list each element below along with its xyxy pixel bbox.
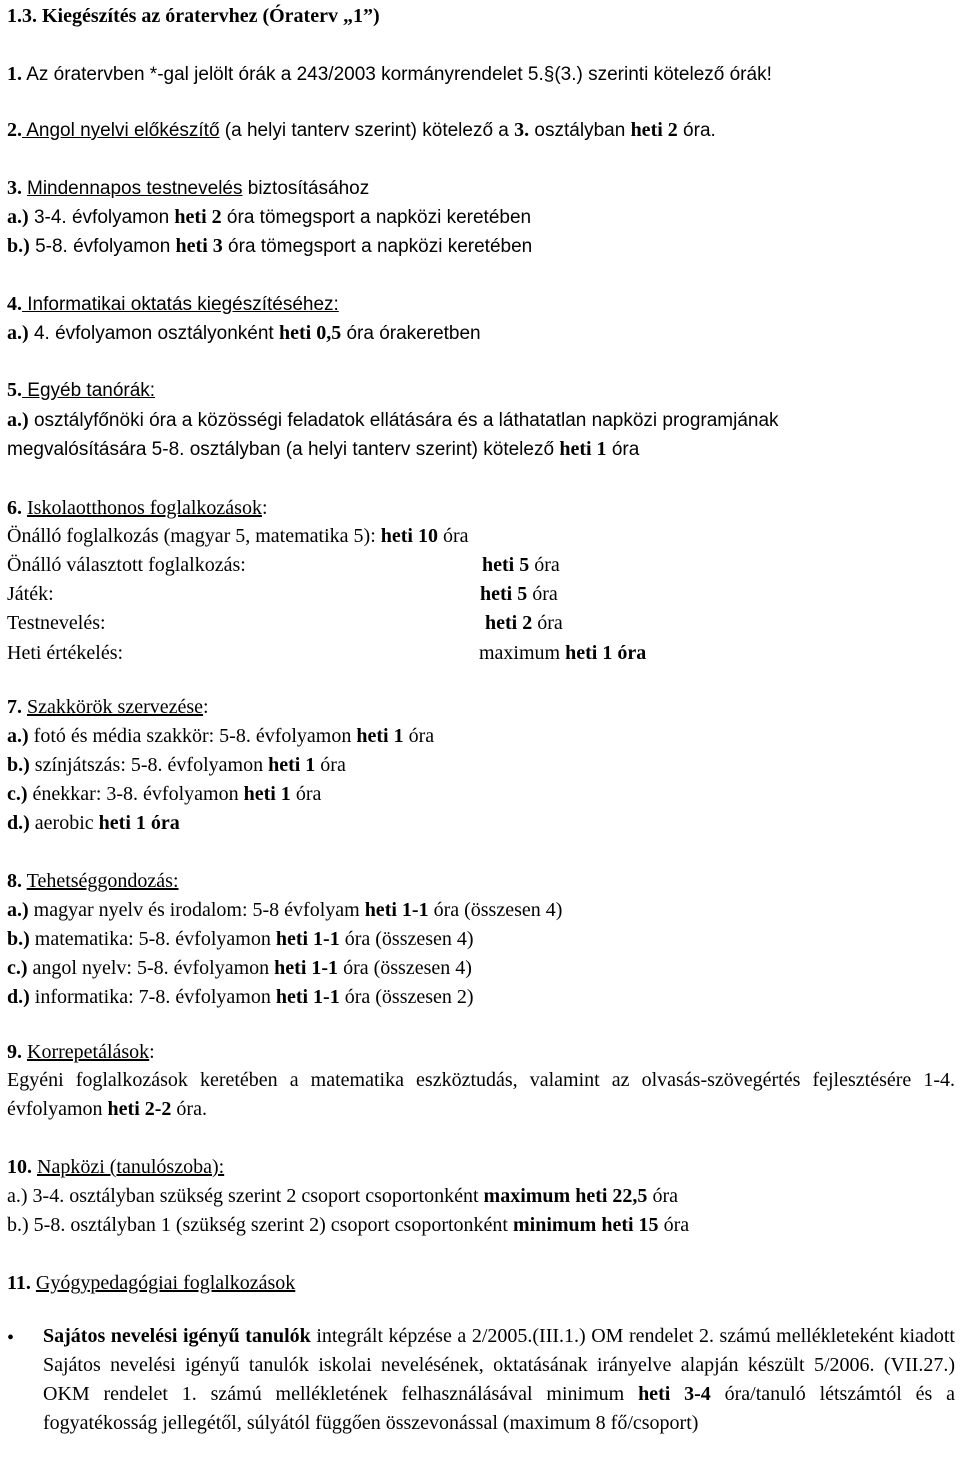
section-5-item-a-cont: megvalósítására 5-8. osztályban (a helyi tanterv szerint) kötelező heti 1 óra <box>7 438 640 460</box>
section-5-item-a: a.) osztályfőnöki óra a közösségi feladatok ellátására és a láthatatlan napközi programjának <box>7 409 779 431</box>
section-8-title: 8. Tehetséggondozás: <box>7 870 179 892</box>
section-7-item-d: d.) aerobic heti 1 óra <box>7 812 180 834</box>
section-4-item-a: a.) 4. évfolyamon osztályonként heti 0,5 óra órakeretben <box>7 322 481 344</box>
section-6-row-3-value: heti 5 óra <box>480 583 558 605</box>
section-9-title: 9. Korrepetálások: <box>7 1041 155 1063</box>
section-8-item-d: d.) informatika: 7-8. évfolyamon heti 1-1 óra (összesen 2) <box>7 986 474 1008</box>
section-11-title: 11. Gyógypedagógiai foglalkozások <box>7 1272 296 1294</box>
section-7-item-c: c.) énekkar: 3-8. évfolyamon heti 1 óra <box>7 783 322 805</box>
section-5-title: 5. Egyéb tanórák: <box>7 379 156 401</box>
section-11-paragraph: Sajátos nevelési igényű tanulók integrált képzése a 2/2005.(III.1.) OM rendelet 2. számú mellékleteként kiadott Sajátos nevelési igényű tanulók iskolai nevelésének, oktatásának irányelve alapján készült 5/2006. (VII.27.) OKM rendelet 1. számú mellékletének felhasználásával minimum heti 3-4 óra/tanuló létszámtól és a fogyatékosság jellegétől, súlyától függően összevonással (maximum 8 fő/csoport) <box>43 1325 955 1434</box>
section-6-row-1: Önálló foglalkozás (magyar 5, matematika 5): heti 10 óra <box>7 525 469 547</box>
section-6-row-4-value: heti 2 óra <box>485 612 563 634</box>
section-6-row-3-label: Játék: <box>7 583 54 605</box>
section-6-row-2-value: heti 5 óra <box>482 554 560 576</box>
section-8-item-c: c.) angol nyelv: 5-8. évfolyamon heti 1-1 óra (összesen 4) <box>7 957 472 979</box>
section-7-item-b: b.) színjátszás: 5-8. évfolyamon heti 1 óra <box>7 754 346 776</box>
section-10-item-a: a.) 3-4. osztályban szükség szerint 2 csoport csoportonként maximum heti 22,5 óra <box>7 1185 678 1207</box>
section-3-item-b: b.) 5-8. évfolyamon heti 3 óra tömegsport a napközi keretében <box>7 235 533 257</box>
section-8-item-a: a.) magyar nyelv és irodalom: 5-8 évfolyam heti 1-1 óra (összesen 4) <box>7 899 563 921</box>
section-3-item-a: a.) 3-4. évfolyamon heti 2 óra tömegsport a napközi keretében <box>7 206 532 228</box>
section-10-item-b: b.) 5-8. osztályban 1 (szükség szerint 2) csoport csoportonként minimum heti 15 óra <box>7 1214 690 1236</box>
section-7-item-a: a.) fotó és média szakkör: 5-8. évfolyamon heti 1 óra <box>7 725 435 747</box>
section-10-title: 10. Napközi (tanulószoba): <box>7 1156 225 1178</box>
section-1: 1. Az óratervben *-gal jelölt órák a 243/2003 kormányrendelet 5.§(3.) szerinti kötelező órák! <box>7 63 772 85</box>
section-7-title: 7. Szakkörök szervezése: <box>7 696 209 718</box>
section-9-paragraph: Egyéni foglalkozások keretében a matematika eszköztudás, valamint az olvasás-szövegértés fejlesztésére 1-4. évfolyamon heti 2-2 óra. <box>7 1069 955 1120</box>
page-title: 1.3. Kiegészítés az óratervhez (Óraterv „1”) <box>7 5 380 27</box>
section-6-row-5-value: maximum heti 1 óra <box>479 642 647 664</box>
section-6-row-5-label: Heti értékelés: <box>7 642 124 664</box>
bullet-icon: • <box>7 1327 15 1349</box>
section-8-item-b: b.) matematika: 5-8. évfolyamon heti 1-1 óra (összesen 4) <box>7 928 474 950</box>
section-2: 2. Angol nyelvi előkészítő (a helyi tanterv szerint) kötelező a 3. osztályban heti 2 óra. <box>7 119 716 141</box>
section-6-title: 6. Iskolaotthonos foglalkozások: <box>7 497 268 519</box>
section-6-row-2-label: Önálló választott foglalkozás: <box>7 554 246 576</box>
section-6-row-4-label: Testnevelés: <box>7 612 106 634</box>
section-4-title: 4. Informatikai oktatás kiegészítéséhez: <box>7 293 339 315</box>
section-3-title: 3. Mindennapos testnevelés biztosításához <box>7 177 370 199</box>
